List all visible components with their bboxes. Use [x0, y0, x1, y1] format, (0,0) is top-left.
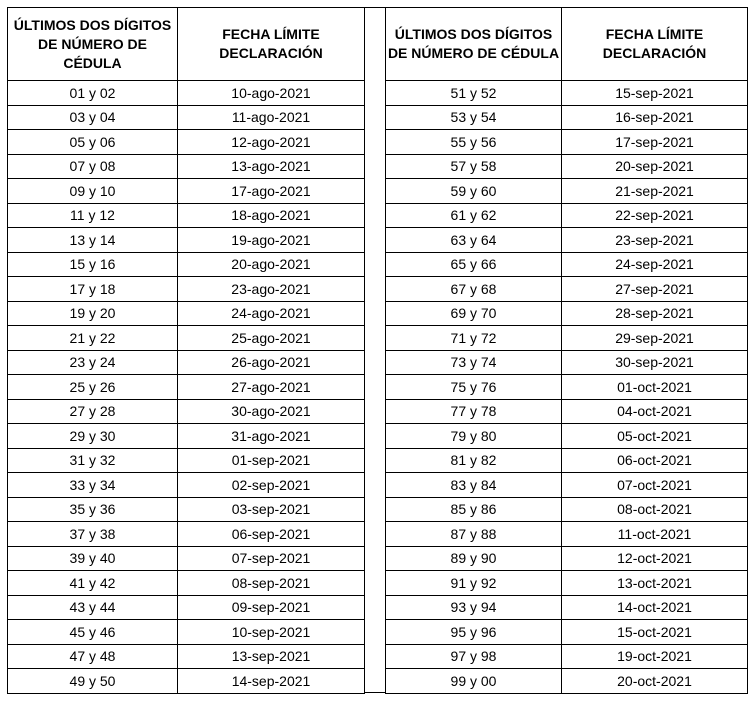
digits-cell: 71 y 72 — [386, 326, 562, 351]
digits-cell: 23 y 24 — [8, 350, 178, 375]
deadline-date-cell: 29-sep-2021 — [562, 326, 748, 351]
table-row — [8, 473, 365, 498]
table-row — [386, 669, 748, 694]
column-divider — [364, 7, 385, 693]
deadline-date-cell: 27-sep-2021 — [562, 277, 748, 302]
table-row — [8, 571, 365, 596]
deadline-date-cell: 31-ago-2021 — [178, 424, 365, 449]
table-row — [386, 448, 748, 473]
deadline-date-cell: 13-oct-2021 — [562, 571, 748, 596]
digits-cell: 05 y 06 — [8, 130, 178, 155]
table-row — [8, 326, 365, 351]
deadline-date-cell: 26-ago-2021 — [178, 350, 365, 375]
table-row — [386, 399, 748, 424]
deadline-date-cell: 14-sep-2021 — [178, 669, 365, 694]
digits-cell: 25 y 26 — [8, 375, 178, 400]
digits-cell: 97 y 98 — [386, 644, 562, 669]
table-row — [8, 620, 365, 645]
table-row — [386, 326, 748, 351]
deadline-date-cell: 24-ago-2021 — [178, 301, 365, 326]
digits-cell: 87 y 88 — [386, 522, 562, 547]
table-row — [386, 473, 748, 498]
deadline-date-cell: 08-sep-2021 — [178, 571, 365, 596]
deadline-date-cell: 20-oct-2021 — [562, 669, 748, 694]
digits-cell: 63 y 64 — [386, 228, 562, 253]
table-row — [386, 546, 748, 571]
table-row — [386, 595, 748, 620]
table-row — [8, 228, 365, 253]
table-row — [386, 81, 748, 106]
deadline-date-cell: 19-oct-2021 — [562, 644, 748, 669]
table-row — [8, 130, 365, 155]
digits-cell: 83 y 84 — [386, 473, 562, 498]
table-row — [386, 497, 748, 522]
table-row — [386, 644, 748, 669]
table-row — [386, 203, 748, 228]
deadline-date-cell: 11-ago-2021 — [178, 105, 365, 130]
digits-cell: 15 y 16 — [8, 252, 178, 277]
digits-cell: 55 y 56 — [386, 130, 562, 155]
deadline-date-cell: 30-ago-2021 — [178, 399, 365, 424]
digits-cell: 51 y 52 — [386, 81, 562, 106]
digits-cell: 09 y 10 — [8, 179, 178, 204]
deadline-date-cell: 10-sep-2021 — [178, 620, 365, 645]
digits-cell: 65 y 66 — [386, 252, 562, 277]
deadline-date-cell: 01-oct-2021 — [562, 375, 748, 400]
table-row — [386, 424, 748, 449]
deadline-date-cell: 15-sep-2021 — [562, 81, 748, 106]
table-row — [386, 277, 748, 302]
table-row — [8, 179, 365, 204]
table-row — [8, 203, 365, 228]
digits-cell: 17 y 18 — [8, 277, 178, 302]
digits-cell: 01 y 02 — [8, 81, 178, 106]
deadline-date-cell: 05-oct-2021 — [562, 424, 748, 449]
digits-cell: 93 y 94 — [386, 595, 562, 620]
digits-cell: 73 y 74 — [386, 350, 562, 375]
digits-cell: 37 y 38 — [8, 522, 178, 547]
header-deadline: FECHA LÍMITE DECLARACIÓN — [562, 8, 748, 81]
deadline-date-cell: 25-ago-2021 — [178, 326, 365, 351]
deadline-date-cell: 08-oct-2021 — [562, 497, 748, 522]
digits-cell: 29 y 30 — [8, 424, 178, 449]
digits-cell: 79 y 80 — [386, 424, 562, 449]
digits-cell: 33 y 34 — [8, 473, 178, 498]
table-row — [386, 522, 748, 547]
table-row — [386, 228, 748, 253]
deadline-date-cell: 22-sep-2021 — [562, 203, 748, 228]
digits-cell: 03 y 04 — [8, 105, 178, 130]
deadline-date-cell: 15-oct-2021 — [562, 620, 748, 645]
header-deadline: FECHA LÍMITE DECLARACIÓN — [178, 8, 365, 81]
digits-cell: 77 y 78 — [386, 399, 562, 424]
deadline-date-cell: 06-oct-2021 — [562, 448, 748, 473]
digits-cell: 35 y 36 — [8, 497, 178, 522]
table-row — [386, 350, 748, 375]
table-row — [386, 301, 748, 326]
deadline-date-cell: 07-oct-2021 — [562, 473, 748, 498]
digits-cell: 43 y 44 — [8, 595, 178, 620]
deadline-date-cell: 18-ago-2021 — [178, 203, 365, 228]
schedule-table-left — [7, 7, 365, 694]
digits-cell: 91 y 92 — [386, 571, 562, 596]
digits-cell: 31 y 32 — [8, 448, 178, 473]
deadline-date-cell: 13-sep-2021 — [178, 644, 365, 669]
table-row — [386, 571, 748, 596]
table-row — [386, 620, 748, 645]
table-row — [8, 522, 365, 547]
header-digits: ÚLTIMOS DOS DÍGITOS DE NÚMERO DE CÉDULA — [386, 8, 562, 81]
deadline-date-cell: 09-sep-2021 — [178, 595, 365, 620]
table-row — [386, 105, 748, 130]
table-row — [386, 154, 748, 179]
deadline-date-cell: 19-ago-2021 — [178, 228, 365, 253]
digits-cell: 45 y 46 — [8, 620, 178, 645]
table-row — [8, 105, 365, 130]
digits-cell: 41 y 42 — [8, 571, 178, 596]
table-row — [8, 277, 365, 302]
header-digits: ÚLTIMOS DOS DÍGITOS DE NÚMERO DE CÉDULA — [8, 8, 178, 81]
table-row — [8, 301, 365, 326]
deadline-date-cell: 17-sep-2021 — [562, 130, 748, 155]
digits-cell: 13 y 14 — [8, 228, 178, 253]
table-row — [8, 154, 365, 179]
digits-cell: 47 y 48 — [8, 644, 178, 669]
header-row — [386, 8, 748, 81]
digits-cell: 49 y 50 — [8, 669, 178, 694]
deadline-date-cell: 23-sep-2021 — [562, 228, 748, 253]
deadline-date-cell: 12-oct-2021 — [562, 546, 748, 571]
deadline-date-cell: 03-sep-2021 — [178, 497, 365, 522]
digits-cell: 81 y 82 — [386, 448, 562, 473]
deadline-date-cell: 16-sep-2021 — [562, 105, 748, 130]
deadline-date-cell: 27-ago-2021 — [178, 375, 365, 400]
deadline-date-cell: 12-ago-2021 — [178, 130, 365, 155]
deadline-date-cell: 13-ago-2021 — [178, 154, 365, 179]
deadline-date-cell: 11-oct-2021 — [562, 522, 748, 547]
table-row — [8, 424, 365, 449]
table-row — [8, 644, 365, 669]
table-row — [8, 399, 365, 424]
deadline-date-cell: 02-sep-2021 — [178, 473, 365, 498]
digits-cell: 39 y 40 — [8, 546, 178, 571]
deadline-date-cell: 17-ago-2021 — [178, 179, 365, 204]
table-row — [8, 81, 365, 106]
deadline-date-cell: 14-oct-2021 — [562, 595, 748, 620]
digits-cell: 99 y 00 — [386, 669, 562, 694]
deadline-date-cell: 24-sep-2021 — [562, 252, 748, 277]
deadline-date-cell: 10-ago-2021 — [178, 81, 365, 106]
table-row — [386, 252, 748, 277]
table-row — [8, 497, 365, 522]
schedule-table-right — [385, 7, 748, 694]
table-row — [8, 252, 365, 277]
table-row — [8, 669, 365, 694]
table-row — [8, 350, 365, 375]
table-row — [386, 179, 748, 204]
table-row — [8, 448, 365, 473]
digits-cell: 53 y 54 — [386, 105, 562, 130]
table-row — [386, 375, 748, 400]
digits-cell: 69 y 70 — [386, 301, 562, 326]
schedule-body-right — [386, 81, 748, 694]
deadline-date-cell: 28-sep-2021 — [562, 301, 748, 326]
deadline-date-cell: 23-ago-2021 — [178, 277, 365, 302]
deadline-date-cell: 21-sep-2021 — [562, 179, 748, 204]
digits-cell: 75 y 76 — [386, 375, 562, 400]
deadline-date-cell: 20-sep-2021 — [562, 154, 748, 179]
digits-cell: 11 y 12 — [8, 203, 178, 228]
digits-cell: 07 y 08 — [8, 154, 178, 179]
deadline-date-cell: 04-oct-2021 — [562, 399, 748, 424]
deadline-date-cell: 07-sep-2021 — [178, 546, 365, 571]
table-row — [386, 130, 748, 155]
table-row — [8, 546, 365, 571]
digits-cell: 89 y 90 — [386, 546, 562, 571]
schedule-body-left — [8, 81, 365, 694]
digits-cell: 57 y 58 — [386, 154, 562, 179]
deadline-date-cell: 06-sep-2021 — [178, 522, 365, 547]
digits-cell: 85 y 86 — [386, 497, 562, 522]
digits-cell: 21 y 22 — [8, 326, 178, 351]
digits-cell: 27 y 28 — [8, 399, 178, 424]
header-row — [8, 8, 365, 81]
deadline-date-cell: 01-sep-2021 — [178, 448, 365, 473]
deadline-schedule — [7, 7, 747, 693]
table-row — [8, 595, 365, 620]
digits-cell: 67 y 68 — [386, 277, 562, 302]
digits-cell: 61 y 62 — [386, 203, 562, 228]
digits-cell: 19 y 20 — [8, 301, 178, 326]
deadline-date-cell: 20-ago-2021 — [178, 252, 365, 277]
table-row — [8, 375, 365, 400]
deadline-date-cell: 30-sep-2021 — [562, 350, 748, 375]
digits-cell: 59 y 60 — [386, 179, 562, 204]
digits-cell: 95 y 96 — [386, 620, 562, 645]
